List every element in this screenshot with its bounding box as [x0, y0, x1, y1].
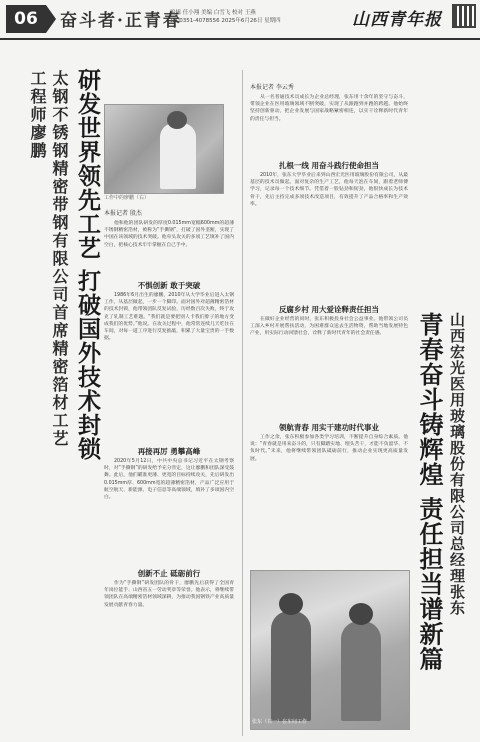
right-photo-caption: 张东（右一）在车间工作: [252, 719, 308, 725]
section-name: 奋斗者·正青春: [60, 11, 182, 31]
right-section-title-3: 领航青春 用实干建功时代事业: [278, 423, 380, 432]
left-reporter: 本报记者 殷杰: [104, 210, 142, 217]
masthead-logo: 山西青年报: [352, 10, 442, 30]
page-header: [0, 0, 480, 40]
person-figure: [271, 611, 311, 721]
right-photo: [250, 570, 410, 730]
page-number: 06: [6, 5, 46, 33]
editor-line: 编辑 任小翔 美编 白雪飞 校对 王燕: [170, 10, 256, 16]
right-headline: 青春奋斗铸辉煌 责任担当谱新篇: [415, 312, 444, 672]
left-photo-caption: 工作中的廖鹏（右）: [104, 195, 150, 201]
left-section-title-2: 再接再厉 勇攀高峰: [137, 447, 201, 456]
left-headline: 研发世界领先工艺 打破国外技术封锁: [74, 68, 101, 462]
person-figure: [341, 621, 381, 721]
person-figure: [160, 123, 196, 189]
right-section-text-2: 在做好企业经营的同时，张东积极投身社会公益事业。他带领公司员工深入乡村开展帮扶活动，为困难群众送去生活物资，帮助当地发展特色产业，用实际行动回馈社会，诠释了新时代青年的社会责任感。: [250, 317, 408, 337]
right-section-title-2: 反腐乡村 用大爱诠释责任担当: [278, 305, 380, 314]
left-section-text-3: 作为“手撕钢”研发团队的骨干，廖鹏先后获得了全国青年岗位能手、山西省五一劳动奖章等荣誉。他表示，将继续带领团队在高端精密箔材领域深耕，为推动我国钢铁产业高质量发展贡献青春力量。: [104, 581, 234, 608]
contact-line: Tel:0351-4078556 2025年6月26日 星期四: [170, 18, 281, 24]
left-subhead: 太钢不锈钢精密带钢有限公司首席精密箔材工艺工程师廖鹏: [28, 70, 69, 448]
person-head: [349, 603, 373, 625]
left-section-title-3: 创新不止 砥砺前行: [137, 569, 201, 578]
person-head: [167, 111, 187, 129]
header-meta: [170, 9, 281, 25]
left-lead: 他和他的团队研发的厚度0.015mm宽幅600mm的超薄不锈钢精密箔材，被称为“手撕钢”，打破了国外垄断，实现了中国在该领域的技术突破。他牵头攻关的多项工艺填补了国内空白，把核心技术牢牢掌握在自己手中。: [104, 221, 234, 248]
right-section-text-1: 2010年，张东大学毕业后来到山西宏光医用玻璃股份有限公司，从最基层的技术员做起。面对复杂的生产工艺，他每天泡在车间，跟着老师傅学习，记录每一个技术细节。凭借着一股钻劲和韧劲，他很快成长为技术骨干，先后主持完成多项技术改造项目，有效提升了产品合格率和生产效率。: [250, 173, 408, 207]
column-divider: [242, 70, 243, 736]
qr-code-icon: [452, 4, 476, 28]
right-lead: 从一名普通技术员成长为企业总经理，张东用十余年的坚守与奋斗，带领企业在医用玻璃领域不断突破，实现了从跟跑到并跑的跨越。他始终坚持创新驱动，把企业发展与国家战略紧密相连，以实干诠释新时代青年的责任与担当。: [250, 95, 408, 122]
right-section-text-3: 工作之余，张东积极参加各类学习培训，不断提升自身综合素质。他说：“青春就是用来奋斗的，只有脚踏实地、埋头苦干，才能不负韶华、不负时代。”未来，他将继续带领团队砥砺前行，推动企业实现更高质量发展。: [250, 435, 408, 462]
left-section-text-1: 1986年6月出生的廖鹏，2010年从大学毕业后进入太钢工作，从基层做起，一步一个脚印。面对国外对超薄精密箔材的技术封锁，他带领团队反复试验，历经数百次失败，终于攻克了轧制工艺难题。“我们就是要把别人卡我们脖子的地方变成我们的优势。”他说。在攻关过程中，他常常连续几天吃住在车间，对每一道工序进行反复推敲，积累了大量宝贵的一手数据。: [104, 293, 234, 342]
left-section-text-2: 2020年5月12日，中共中央总书记习近平在太钢考察时，对“手撕钢”的研发给予充分肯定，这让廖鹏和团队深受鼓舞。此后，他们瞄准更薄、更宽的目标持续攻关，先后研发出0.015mm厚、600mm宽的超薄精密箔材，产品广泛应用于航空航天、新能源、电子信息等高端领域，填补了多项国内空白。: [104, 459, 234, 501]
left-subhead-column: [26, 70, 69, 450]
right-reporter: 本报记者 李云秀: [250, 84, 294, 91]
person-head: [279, 593, 303, 615]
left-section-title-1: 不惧创新 敢于突破: [137, 281, 201, 290]
right-section-title-1: 扎根一线 用奋斗践行使命担当: [278, 161, 380, 170]
right-subhead: 山西宏光医用玻璃股份有限公司总经理张东: [448, 312, 466, 616]
left-photo: [104, 104, 224, 194]
